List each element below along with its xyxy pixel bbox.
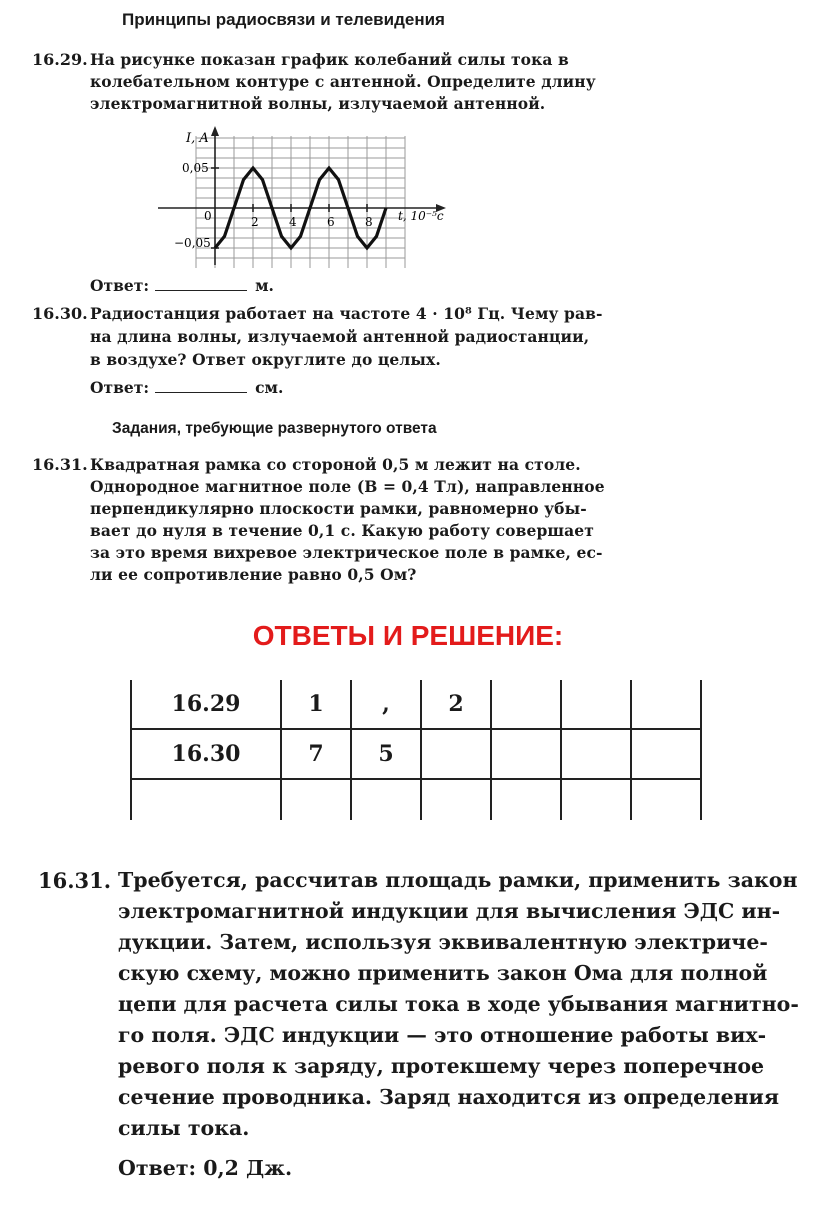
answer-cell: 5 [351,729,421,779]
problem-16-31-line-1: Квадратная рамка со стороной 0,5 м лежит на столе. [90,455,581,474]
answer-blank [155,380,247,393]
graph-grid [196,136,405,268]
answer-cell: 2 [421,680,491,729]
solution-line-6: го поля. ЭДС индукции — это отношение работы вих- [118,1023,767,1047]
y-tick-label-0-05: 0,05 [182,161,209,175]
row-label [131,779,281,820]
x-tick-label-8: 8 [365,215,373,229]
solution-line-3: дукции. Затем, используя эквивалентную электриче- [118,930,768,954]
problem-16-29-answer [90,276,274,295]
x-axis-label: t, 10⁻⁵с [398,209,444,223]
problem-16-31-line-2: Однородное магнитное поле (B = 0,4 Тл), направленное [90,477,605,496]
answer-cell [351,779,421,820]
subsection-title: Задания, требующие развернутого ответа [112,420,437,437]
y-axis-label: I, A [186,131,209,146]
answer-cell [561,680,631,729]
section-title: Принципы радиосвязи и телевидения [122,10,445,29]
answer-cell: 7 [281,729,351,779]
problem-16-31-number: 16.31. [32,455,88,474]
x-tick-label-4: 4 [289,215,297,229]
answer-cell [561,729,631,779]
answer-cell [421,779,491,820]
y-tick-label-minus-0-05: −0,05 [174,236,211,250]
answer-cell [631,680,701,729]
x-tick-label-6: 6 [327,215,335,229]
problem-16-31-line-6: ли ее сопротивление равно 0,5 Ом? [90,565,417,584]
answer-cell [491,680,561,729]
answer-unit: м. [255,276,274,295]
answer-cell [491,729,561,779]
solution-line-1: Требуется, рассчитав площадь рамки, применить закон [118,868,798,892]
problem-16-30-line-2: на длина волны, излучаемой антенной радиостанции, [90,327,590,346]
answer-cell: 1 [281,680,351,729]
problem-16-30-line-1: Радиостанция работает на частоте 4 · 10⁸ Гц. Чему рав- [90,304,603,323]
row-label: 16.29 [131,680,281,729]
problem-16-30-line-3: в воздухе? Ответ округлите до целых. [90,350,441,369]
problem-16-29-line-3: электромагнитной волны, излучаемой антенной. [90,94,546,113]
answer-table [130,680,702,820]
solution-line-5: цепи для расчета силы тока в ходе убывания магнитно- [118,992,799,1016]
answer-cell [631,729,701,779]
problem-16-29-line-2: колебательном контуре с антенной. Определите длину [90,72,596,91]
solution-number: 16.31. [38,868,112,893]
problem-16-30-number: 16.30. [32,304,88,323]
problem-16-30-answer [90,378,283,397]
table-row [131,680,701,729]
solution-line-7: ревого поля к заряду, протекшему через поперечное [118,1054,765,1078]
table-row [131,729,701,779]
answer-label: Ответ: [90,378,150,397]
answer-cell [281,779,351,820]
y-axis-arrow [211,126,219,136]
solution-answer: Ответ: 0,2 Дж. [118,1156,293,1180]
solution-line-2: электромагнитной индукции для вычисления ЭДС ин- [118,899,781,923]
answer-unit: см. [255,378,284,397]
answer-cell [421,729,491,779]
solution-line-4: скую схему, можно применить закон Ома для полной [118,961,768,985]
table-row [131,779,701,820]
x-tick-label-2: 2 [251,215,259,229]
solution-line-8: сечение проводника. Заряд находится из определения [118,1085,780,1109]
problem-16-29-number: 16.29. [32,50,88,69]
answer-cell [491,779,561,820]
problem-16-31-line-3: перпендикулярно плоскости рамки, равномерно убы- [90,499,587,518]
answer-cell: , [351,680,421,729]
problem-16-31-line-4: вает до нуля в течение 0,1 с. Какую работу совершает [90,521,594,540]
problem-16-31-line-5: за это время вихревое электрическое поле в рамке, ес- [90,543,603,562]
answer-cell [631,779,701,820]
answer-cell [561,779,631,820]
row-label: 16.30 [131,729,281,779]
answers-heading: ОТВЕТЫ И РЕШЕНИЕ: [252,620,564,651]
answer-blank [155,278,247,291]
y-tick-label-0: 0 [204,209,212,223]
problem-16-29-line-1: На рисунке показан график колебаний силы тока в [90,50,569,69]
solution-line-9: силы тока. [118,1116,250,1140]
answer-label: Ответ: [90,276,150,295]
current-oscillation-graph [150,120,460,270]
